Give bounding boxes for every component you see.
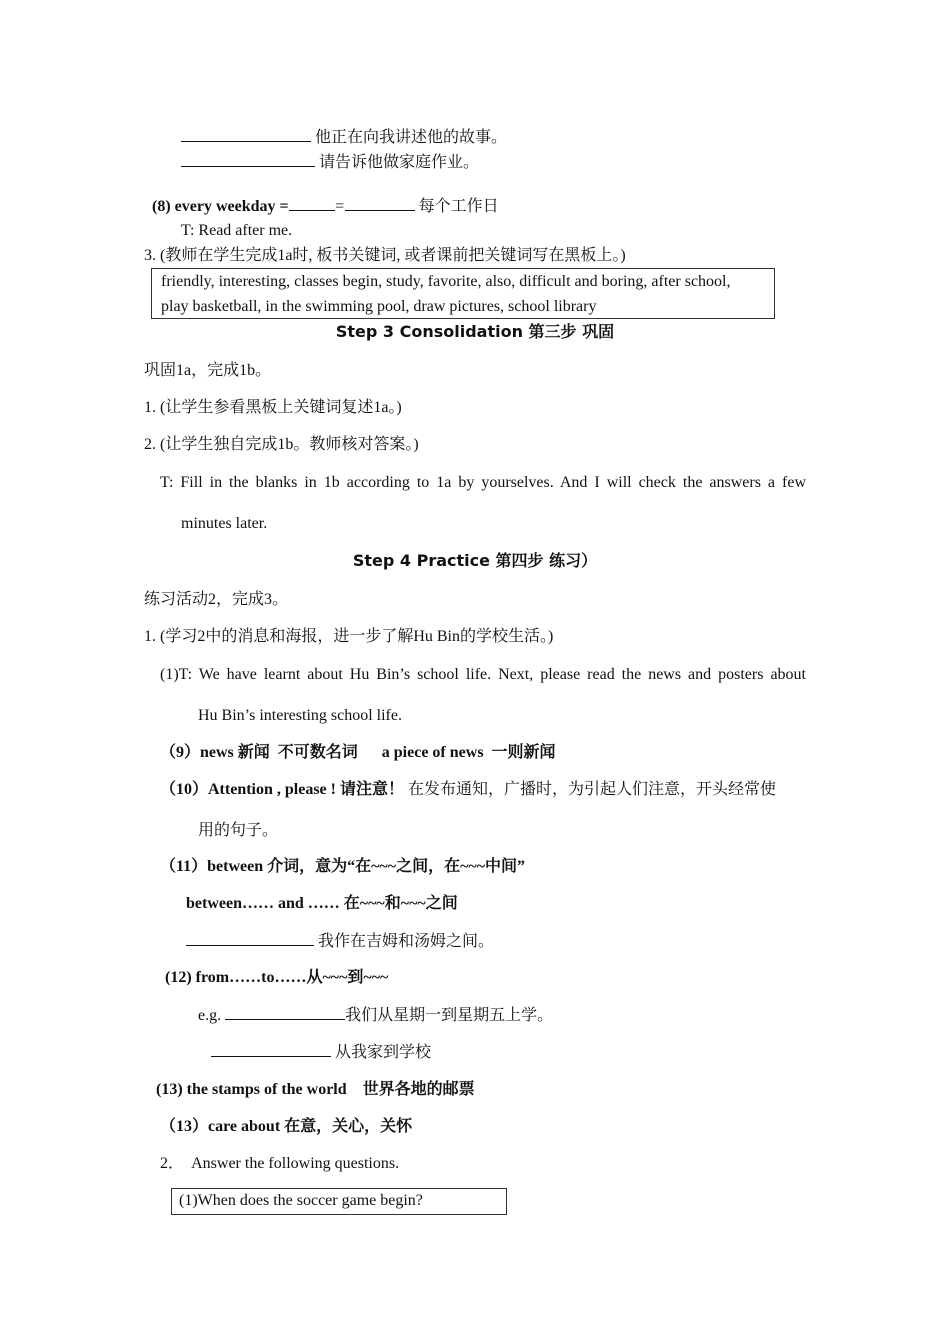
note-12-example2: [211, 1041, 431, 1064]
item8-line: [152, 195, 499, 218]
answer-blank[interactable]: [181, 151, 315, 167]
note-12-eg: e.g.: [198, 1007, 222, 1024]
item8-label: (8) every weekday =: [152, 198, 289, 215]
step3-p2: 2. (让学生独自完成1b。教师核对答案。): [144, 436, 419, 453]
step3-heading: Step 3 Consolidation 第三步 巩固: [335, 322, 615, 341]
item8-meaning: 每个工作日: [418, 198, 499, 215]
item7-line2-text: 请告诉他做家庭作业。: [319, 154, 480, 171]
answer-blank[interactable]: [181, 126, 311, 142]
step3-intro: 巩固1a，完成1b。: [144, 362, 272, 379]
step4-heading: Step 4 Practice 第四步 练习）: [352, 551, 598, 570]
answer-blank[interactable]: [225, 1004, 345, 1020]
note-9: （9）news 新闻 不可数名词 a piece of news 一则新闻: [160, 744, 556, 761]
item7-line1: [181, 126, 507, 149]
answer-blank[interactable]: [211, 1041, 331, 1057]
note-10: [160, 779, 776, 801]
note-12-example2-text: 从我家到学校: [335, 1044, 432, 1061]
answer-blank[interactable]: [345, 195, 415, 211]
item8-equals: =: [335, 198, 345, 215]
note-10-desc: 在发布通知，广播时，为引起人们注意，开头经常使: [408, 781, 777, 798]
note-10-title: （10）Attention , please ! 请注意！: [160, 781, 404, 798]
questions-intro: 2． Answer the following questions.: [160, 1155, 400, 1172]
note-12: (12) from……to……从~~~到~~~: [165, 969, 389, 986]
step3-teacher-line1: T: Fill in the blanks in 1b according to 1a by yourselves. And I will check the answers a few: [160, 474, 806, 491]
item7-line2: [181, 151, 479, 174]
step3-p1: 1. (让学生参看黑板上关键词复述1a。): [144, 399, 402, 416]
step4-intro: 练习活动2，完成3。: [144, 591, 289, 608]
note-13b: （13）care about 在意，关心，关怀: [160, 1118, 413, 1135]
teacher-note-3: 3. (教师在学生完成1a时, 板书关键词, 或者课前把关键词写在黑板上。): [144, 247, 626, 264]
note-12-example1-text: 我们从星期一到星期五上学。: [345, 1007, 554, 1024]
step4-teacher-line1: (1)T: We have learnt about Hu Bin’s school life. Next, please read the news and posters about: [160, 666, 806, 683]
question-box: [171, 1188, 507, 1215]
question-1: (1)When does the soccer game begin?: [179, 1192, 423, 1209]
read-after-line: T: Read after me.: [181, 222, 293, 239]
item7-line1-text: 他正在向我讲述他的故事。: [315, 129, 508, 146]
keywords-line1: friendly, interesting, classes begin, study, favorite, also, difficult and boring, after school,: [161, 273, 731, 290]
step4-p1: 1. (学习2中的消息和海报，进一步了解Hu Bin的学校生活。): [144, 628, 554, 645]
keywords-line2: play basketball, in the swimming pool, draw pictures, school library: [161, 298, 597, 315]
note-11: （11）between 介词，意为“在~~~之间，在~~~中间”: [160, 858, 526, 875]
note-10-cont: 用的句子。: [198, 822, 279, 839]
step3-teacher-line2: minutes later.: [181, 515, 268, 532]
note-12-example1: [198, 1004, 553, 1027]
note-11-example-text: 我作在吉姆和汤姆之间。: [318, 933, 495, 950]
step4-teacher-line2: Hu Bin’s interesting school life.: [198, 707, 402, 724]
note-13a: (13) the stamps of the world 世界各地的邮票: [156, 1081, 475, 1098]
note-11-example: [186, 930, 494, 953]
keywords-box: [151, 268, 775, 319]
answer-blank[interactable]: [289, 195, 335, 211]
answer-blank[interactable]: [186, 930, 314, 946]
note-11-sub: between…… and …… 在~~~和~~~之间: [186, 895, 458, 912]
